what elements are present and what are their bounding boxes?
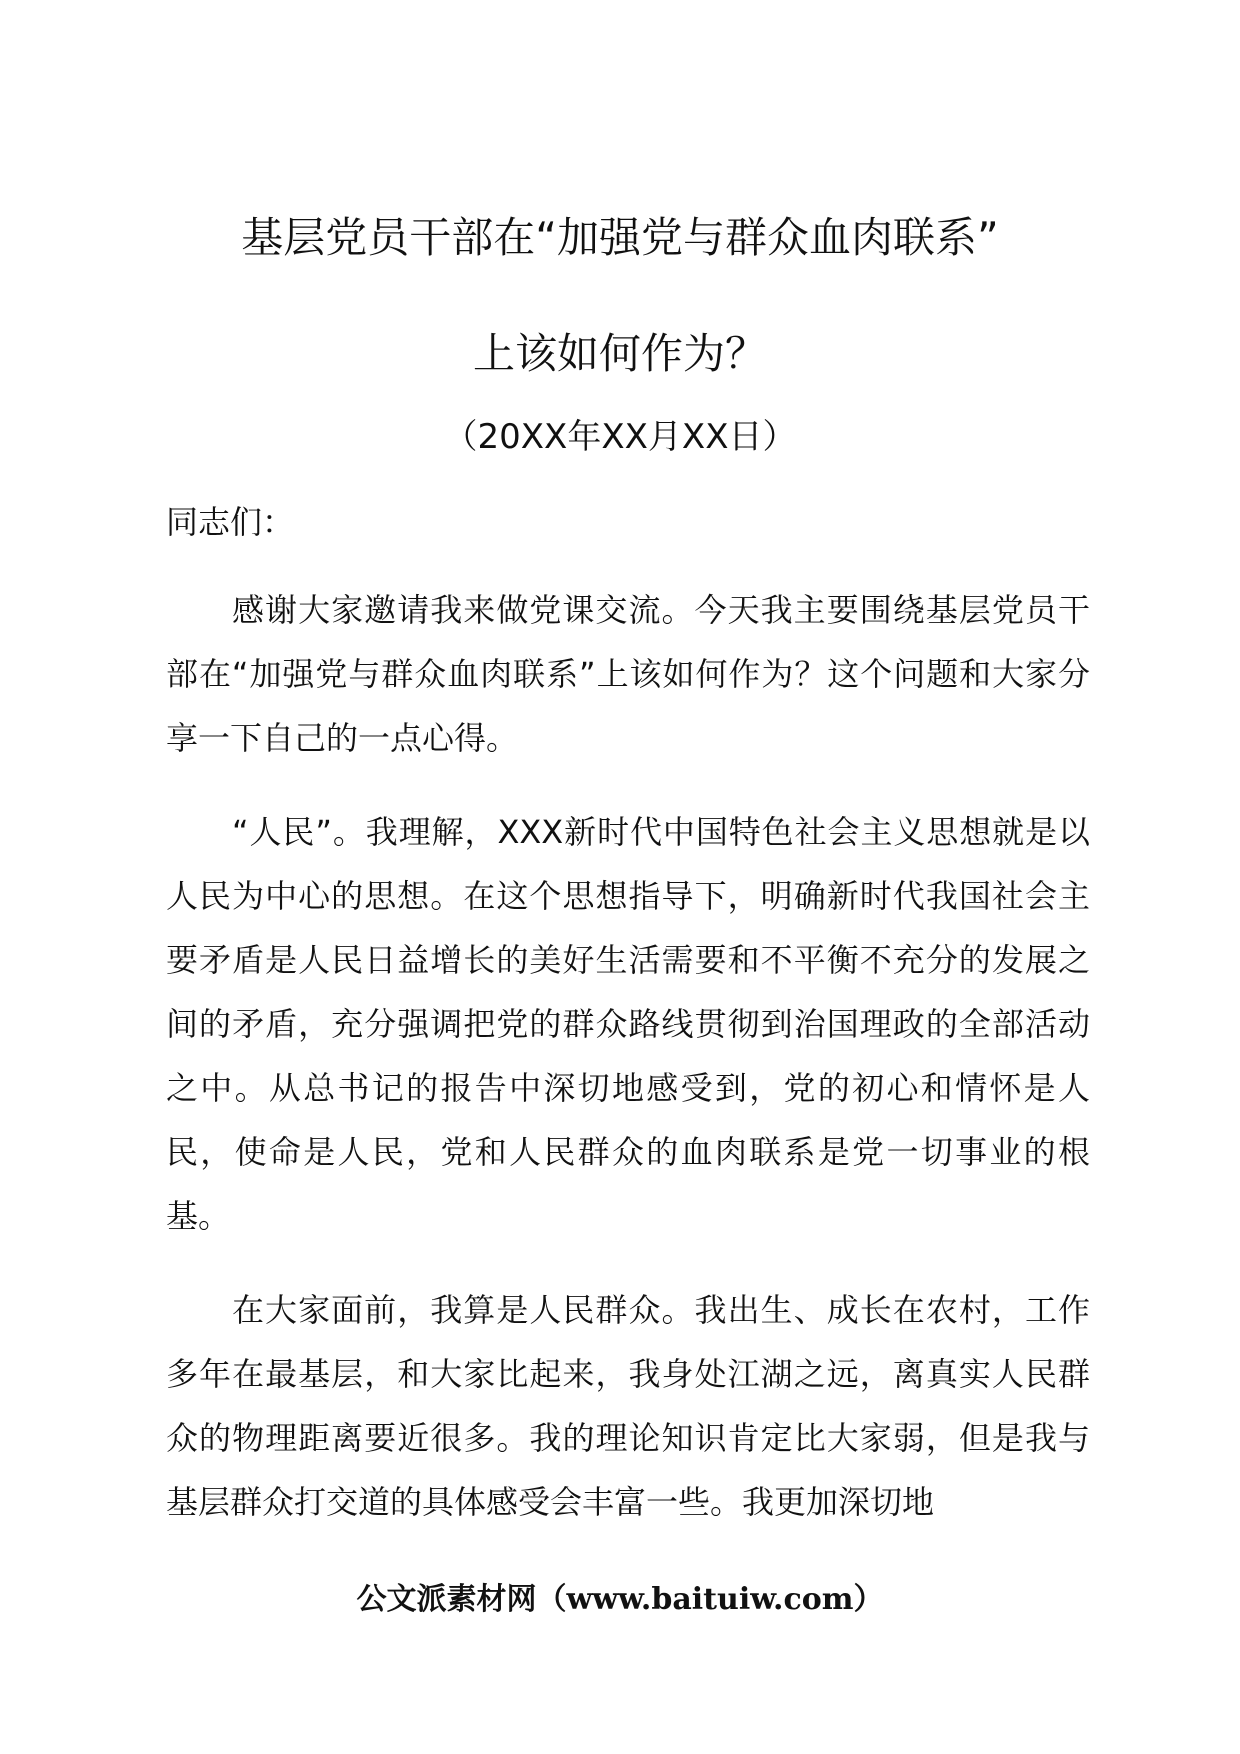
paragraph-1: 感谢大家邀请我来做党课交流。今天我主要围绕基层党员干部在“加强党与群众血肉联系”上该如何作为？这个问题和大家分享一下自己的一点心得。 — [166, 591, 1090, 757]
document-body — [166, 496, 1090, 1564]
source-footer: 公文派素材网（www.baituiw.com） — [356, 1582, 884, 1617]
paragraph-3: 在大家面前，我算是人民群众。我出生、成长在农村，工作多年在最基层，和大家比起来，我身处江湖之远，离真实人民群众的物理距离要近很多。我的理论知识肯定比大家弱，但是我与基层群众打交道的具体感受会丰富一些。我更加深切地 — [166, 1291, 1090, 1521]
document-title-line-2: 上该如何作为？ — [472, 329, 767, 378]
document-title-line-1: 基层党员干部在“加强党与群众血肉联系” — [241, 213, 999, 262]
salutation: 同志们： — [166, 503, 295, 541]
paragraph-2: “人民”。我理解，XXX新时代中国特色社会主义思想就是以人民为中心的思想。在这个思想指导下，明确新时代我国社会主要矛盾是人民日益增长的美好生活需要和不平衡不充分的发展之间的矛盾，充分强调把党的群众路线贯彻到治国理政的全部活动之中。从总书记的报告中深切地感受到，党的初心和情怀是人民，使命是人民，党和人民群众的血肉联系是党一切事业的根基。 — [166, 813, 1090, 1235]
document-date: （20XX年XX月XX日） — [443, 417, 797, 457]
